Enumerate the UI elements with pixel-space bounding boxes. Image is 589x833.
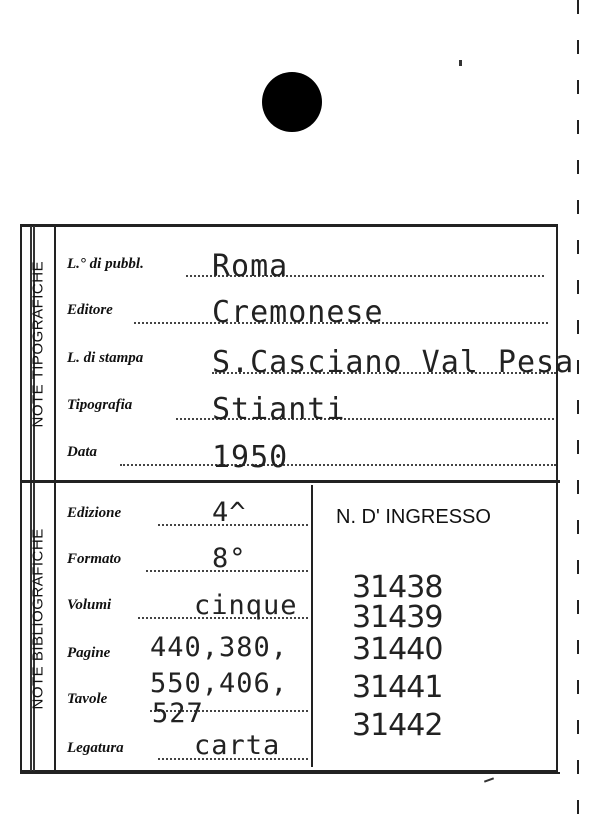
field-label-tipografia: Tipografia	[67, 397, 133, 413]
field-value-volumi: cinque	[194, 590, 298, 621]
field-value-legatura: carta	[194, 730, 281, 761]
punch-hole	[262, 72, 322, 132]
page-edge-mark	[577, 0, 579, 833]
field-value-data: 1950	[212, 440, 289, 475]
field-label-luogo-stampa: L. di stampa	[67, 350, 144, 366]
field-label-luogo-pubblicazione: L.° di pubbl.	[67, 256, 144, 272]
field-label-tavole: Tavole	[67, 691, 108, 707]
field-value-luogo-pubblicazione: Roma	[212, 249, 289, 284]
field-label-edizione: Edizione	[67, 505, 122, 521]
label-column-rule	[54, 226, 56, 480]
section-label-tipografiche: NOTE TIPOGRAFICHE	[29, 260, 47, 428]
field-label-editore: Editore	[67, 302, 113, 318]
paper-speck	[459, 60, 462, 66]
field-value-tipografia: Stianti	[212, 392, 346, 427]
field-label-pagine: Pagine	[67, 645, 111, 661]
accession-number: 31442	[352, 708, 443, 743]
field-label-legatura: Legatura	[67, 740, 124, 756]
label-column-rule	[54, 483, 56, 771]
field-value-tavole-continued: 527	[152, 698, 204, 729]
section-divider	[20, 480, 560, 483]
field-value-edizione: 4^	[212, 497, 247, 528]
ingresso-divider	[311, 485, 313, 767]
field-value-tavole: 550,406,	[150, 668, 289, 699]
ingresso-title: N. D' INGRESSO	[336, 506, 491, 528]
field-label-volumi: Volumi	[67, 597, 112, 613]
field-value-pagine: 440,380,	[150, 632, 289, 663]
field-value-formato: 8°	[212, 543, 247, 574]
dotted-line	[120, 464, 556, 466]
field-value-luogo-stampa: S.Casciano Val Pesa	[212, 345, 575, 380]
paper-speck	[484, 777, 494, 782]
accession-number: 31439	[352, 600, 443, 635]
field-value-editore: Cremonese	[212, 295, 384, 330]
accession-number: 31441	[352, 670, 443, 705]
field-label-data: Data	[67, 444, 97, 460]
accession-number: 31440	[352, 632, 443, 667]
card-bottom-rule	[20, 772, 560, 774]
field-label-formato: Formato	[67, 551, 122, 567]
section-label-bibliografiche: NOTE BIBLIOGRAFICHE	[29, 528, 47, 710]
accession-number: 31438	[352, 570, 443, 605]
